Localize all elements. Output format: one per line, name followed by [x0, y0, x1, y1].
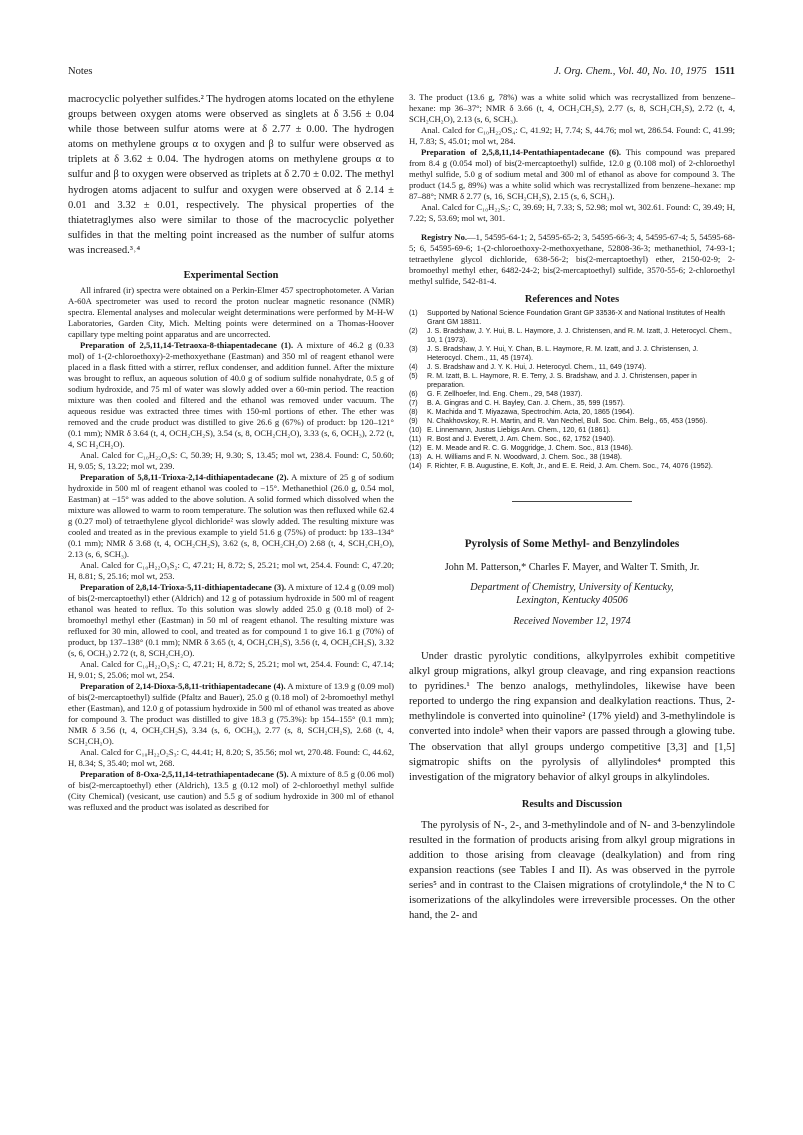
prep-4-title: Preparation of 2,14-Dioxa-5,8,11-trithiapentadecane (4). [80, 681, 286, 692]
reference-item [409, 462, 735, 471]
reference-number: (14) [409, 462, 422, 470]
received-date: Received November 12, 1974 [513, 616, 631, 627]
experimental-section-title: Experimental Section [183, 270, 279, 282]
reference-number: (11) [409, 435, 422, 443]
prep-6-analysis: Anal. Calcd for C₁₀H₂₂S₅: C, 39.69; H, 7.33; S, 52.98; mol wt, 302.61. Found: C, 39.49; H, 7.22; S, 53.69; mol wt, 301. [409, 202, 735, 223]
reference-text: G. F. Zellhoefer, Ind. Eng. Chem., 29, 548 (1937). [427, 390, 583, 398]
registry-text: —1, 54595-64-1; 2, 54595-65-2; 3, 54595-66-3; 4, 54595-67-4; 5, 54595-68-5; 6, 54595-69-6; 1-(2-chloroethoxy-2-methoxyethane, 52808-36-3; methanethiol, 74-93-1; tetraethylene glycol dichloride, 638-56-2; bis(2-mercaptoethyl) ether, 2150-02-9; 2-bromoethyl methyl ether, 6482-24-2; bis(2-mercaptoethyl) sulfide, 3570-55-6; 2-chloroethyl methyl sulfide, 542-81-4. [409, 232, 736, 286]
affiliation-department: Department of Chemistry, University of Kentucky, [470, 582, 674, 593]
reference-text: J. S. Bradshaw and J. Y. K. Hui, J. Heterocycl. Chem., 11, 649 (1974). [427, 363, 647, 371]
article-title: Pyrolysis of Some Methyl- and Benzylindoles [464, 538, 680, 550]
reference-text: Supported by National Science Foundation Grant GP 33536-X and National Institutes of Health Grant GM 18811. [427, 309, 725, 326]
abstract-paragraph: Under drastic pyrolytic conditions, alkylpyrroles exhibit competitive alkyl group migrations, alkyl group cleavage, and ring expansion reactions to pyridines.¹ The benzo analogs, methylindoles, likewise have been reported to undergo the ring expansion and dealkylation reactions. Thus, 2-methylindole is converted into quinoline² (17% yield) and 3-methylindole is converted into indole³ when their vapors are passed through a glowing tube. The observation that allyl groups undergo competitive [3,3] and [1,5] sigmatropic shifts on the pyrolysis of allylindoles⁴ prompted this investigation of the migratory behavior of alkyl groups in alkylindoles. [409, 651, 735, 783]
reference-number: (8) [409, 408, 418, 416]
prep-1 [68, 340, 394, 450]
reference-item [409, 444, 735, 453]
reference-item [409, 426, 735, 435]
reference-number: (2) [409, 327, 418, 335]
prep-6-title: Preparation of 2,5,8,11,14-Pentathiapentadecane (6). [421, 147, 622, 157]
reference-number: (4) [409, 363, 418, 371]
reference-number: (9) [409, 417, 418, 425]
prep-2-text: A mixture of 25 g of sodium hydroxide in 500 ml of reagent ethanol was cooled to −15°. Methanethiol (26.0 g, 0.54 mol, Eastman) at −15° was added to the above solution. A solid formed which dissolved when the mixture was allowed to warm to room temperature. The solution was then refluxed while 62.4 g (0.27 mol) of tetraethylene glycol dichloride² was slowly added. The resulting mixture was cooled and treated as in the previous example to yield 51.6 g (75%) of product: bp 133–134° (0.1 mm); NMR δ 3.68 (t, 4, OCH₂CH₂S), 3.62 (s, 8, OCH₂CH₂O) 2.68 (t, 4, SCH₂CH₂O), 2.13 (s, 6, SCH₃). [68, 472, 394, 560]
journal-citation [554, 66, 735, 77]
prep-6-text: This compound was prepared from 8.4 g (0.054 mol) of bis(2-mercaptoethyl) sulfide, 12.0 g (0.108 mol) of 2-chloroethyl methyl sulfide, 5.0 g of sodium metal and 300 ml of ethanol as above for compound 3. The product (14.5 g, 89%) was a white solid which was recrystallized from benzene–hexane: mp 87–88°; NMR δ 2.77 (s, 16, SCH₂CH₂S), 2.15 (s, 6, SCH₃). [409, 147, 735, 201]
reference-item [409, 453, 735, 462]
page-number: 1511 [714, 66, 735, 77]
reference-item [409, 327, 735, 345]
registry-label: Registry No. [421, 232, 468, 242]
prep-5-continued: 3. The product (13.6 g, 78%) was a white solid which was recrystallized from benzene–hexane: mp 36–37°; NMR δ 3.66 (t, 4, OCH₂CH₂S), 2.77 (s, 8, SCH₂CH₂S), 2.72 (t, 4, SCH₂CH₂O), 2.13 (s, 6, SCH₃). [409, 92, 735, 124]
reference-text: B. A. Gingras and C. H. Bayley, Can. J. Chem., 35, 599 (1957). [427, 399, 625, 407]
reference-number: (13) [409, 453, 422, 461]
prep-1-title: Preparation of 2,5,11,14-Tetraoxa-8-thiapentadecane (1). [80, 340, 294, 351]
prep-3-text: A mixture of 12.4 g (0.09 mol) of bis(2-mercaptoethyl) ether (Aldrich) and 12 g of potassium hydroxide in 500 ml of reagent ethanol was heated to reflux. To this solution was slowly added 25.0 g (0.18 mol) of 2-bromoethyl methyl ether (Eastman) in 50 ml of reagent ethanol. The resulting mixture was refluxed for 30 min, allowed to cool, and treated as for compound 1 to give 16.1 g (70%) of product, bp 137–138° (0.1 mm); NMR δ 3.65 (t, 4, OCH₂CH₂S), 3.56 (t, 4, OCH₂CH₂S), 3.32 (s, 6, OCH₃) 2.72 (t, 8, SCH₂CH₂O). [68, 582, 395, 659]
reference-item [409, 408, 735, 417]
reference-text: E. M. Meade and R. C. G. Moggridge, J. Chem. Soc., 813 (1946). [427, 444, 633, 452]
intro-paragraph: macrocyclic polyether sulfides.² The hydrogen atoms located on the ethylene groups between oxygen atoms were observed as singlets at δ 3.56 ± 0.04 while those between sulfur atoms were at δ 2.77 ± 0.00. The hydrogen atoms on methylene groups α to oxygen and β to sulfur were observed as triplets at δ 3.62 ± 0.04. The hydrogen atoms on methylene groups α to sulfur and β to oxygen were observed as triplets at δ 2.70 ± 0.02. The methyl hydrogen atoms adjacent to sulfur and oxygen were observed at δ 2.14 ± 0.01 and 3.32 ± 0.01, respectively. The physical properties of the thiatetraglymes also were similar to those of the macrocyclic polyether sulfides in that the melting point increased as the number of sulfur atoms was increased.³˒⁴ [68, 94, 394, 256]
reference-item [409, 435, 735, 444]
results-paragraph: The pyrolysis of N-, 2-, and 3-methylindole and of N- and 3-benzylindole resulted in the formation of products arising from alkyl group migrations in addition to those arising from cleavage (dealkylation) and from ring expansion reactions (see Tables I and II). As was observed in the pyrrole series⁵ and in contrast to the Claisen migrations of crotylindole,⁴ the N to C isomerizations of the alkylindoles were irreversible processes. On the other hand, the 2- and [409, 819, 735, 922]
section-label: Notes [68, 66, 93, 77]
registry-numbers [409, 232, 735, 287]
reference-item [409, 363, 735, 372]
reference-item [409, 345, 735, 363]
article-divider [512, 501, 632, 502]
left-column [68, 92, 394, 813]
reference-text: F. Richter, F. B. Augustine, E. Koft, Jr., and E. E. Reid, J. Am. Chem. Soc., 74, 4076 (1952). [427, 462, 713, 470]
reference-number: (3) [409, 345, 418, 353]
reference-text: R. Bost and J. Everett, J. Am. Chem. Soc., 62, 1752 (1940). [427, 435, 615, 443]
reference-number: (7) [409, 399, 418, 407]
reference-item [409, 399, 735, 408]
prep-1-text: A mixture of 46.2 g (0.33 mol) of 1-(2-chloroethoxy)-2-methoxyethane (Eastman) and 350 ml of reagent ethanol were placed in a flask fitted with a stirrer, reflux condenser, and addition funnel. After the mixture was brought to reflux, an aqueous solution of 40.0 g of sodium sulfide nonahydrate, 0.5 g of sodium hydroxide, and 75 ml of water was slowly added over a 60-min period. The reaction mixture was then cooled and filtered and the ethanol was removed under vacuum. The aqueous residue was extracted three times with 150-ml portions of ether. The ether was removed and the crude product was distilled to give 26.6 g (67%) of product: bp 120–121° (0.1 mm); NMR δ 3.64 (t, 4, OCH₂CH₂S), 3.54 (s, 8, OCH₂CH₂O), 3.33 (s, 6, OCH₃), 2.72 (t, 4, SC H₂CH₂O). [68, 340, 394, 450]
references-title: References and Notes [524, 294, 620, 305]
reference-number: (6) [409, 390, 418, 398]
reference-text: K. Machida and T. Miyazawa, Spectrochim. Acta, 20, 1865 (1964). [427, 408, 635, 416]
right-column [409, 92, 735, 924]
reference-item [409, 372, 735, 390]
affiliation-city: Lexington, Kentucky 40506 [516, 595, 628, 606]
reference-text: E. Linnemann, Justus Liebigs Ann. Chem., 120, 61 (1861). [427, 426, 611, 434]
prep-3-title: Preparation of 2,8,14-Trioxa-5,11-dithiapentadecane (3). [80, 582, 287, 593]
prep-3 [68, 582, 394, 659]
prep-2-title: Preparation of 5,8,11-Trioxa-2,14-dithiapentadecane (2). [80, 472, 289, 483]
prep-4-text: A mixture of 13.9 g (0.09 mol) of bis(2-mercaptoethyl) sulfide (Pfaltz and Bauer), 25.0 g (0.18 mol) of 2-bromoethyl methyl ether (Eastman), and 12.0 g of potassium hydroxide in 500 ml of ethanol was treated as above for compound 3. The product was distilled to give 18.3 g (75.3%): bp 154–155° (0.1 mm); NMR δ 3.56 (t, 4, OCH₂CH₂S), 3.34 (s, 6, OCH₃), 2.77 (s, 8, SCH₂CH₂S), 2.68 (t, 4, SCH₂CH₂O). [68, 681, 394, 747]
reference-number: (12) [409, 444, 422, 452]
prep-5 [68, 769, 394, 813]
reference-item [409, 390, 735, 399]
prep-2-analysis: Anal. Calcd for C₁₀H₂₂O₃S₂: C, 47.21; H, 8.72; S, 25.21; mol wt, 254.4. Found: C, 47.20; H, 8.81; S, 25.16; mol wt, 253. [68, 560, 394, 582]
reference-text: A. H. Williams and F. N. Woodward, J. Chem. Soc., 38 (1948). [427, 453, 623, 461]
reference-text: J. S. Bradshaw, J. Y. Hui, B. L. Haymore, J. J. Christensen, and R. M. Izatt, J. Heterocycl. Chem., 10, 1 (1973). [427, 327, 732, 344]
reference-number: (10) [409, 426, 422, 434]
prep-3-analysis: Anal. Calcd for C₁₀H₂₂O₃S₂: C, 47.21; H, 8.72; S, 25.21; mol wt, 254.4. Found: C, 47.14; H, 9.01; S, 25.06; mol wt, 254. [68, 659, 394, 681]
reference-text: J. S. Bradshaw, J. Y. Hui, Y. Chan, B. L. Haymore, R. M. Izatt, and J. J. Christensen, J. Heterocycl. Chem., 11, 45 (1974). [427, 345, 699, 362]
prep-4 [68, 681, 394, 747]
prep-5-title: Preparation of 8-Oxa-2,5,11,14-tetrathiapentadecane (5). [80, 769, 289, 780]
reference-list [409, 309, 735, 471]
reference-item [409, 309, 735, 327]
prep-6 [409, 147, 735, 202]
reference-text: R. M. Izatt, B. L. Haymore, R. E. Terry, J. S. Bradshaw, and J. J. Christensen, paper in preparation. [427, 372, 697, 389]
experimental-intro: All infrared (ir) spectra were obtained on a Perkin-Elmer 457 spectrophotometer. A Varian A-60A spectrometer was used to record the proton nuclear magnetic resonance (NMR) spectra. Elemental analyses and molecular weight determinations were performed by M-H-W Laboratories, Garden City, Mich. Melting points were determined on a Thomas-Hoover capillary type melting point apparatus and are uncorrected. [68, 285, 394, 340]
reference-item [409, 417, 735, 426]
prep-4-analysis: Anal. Calcd for C₁₀H₂₂O₂S₃: C, 44.41; H, 8.20; S, 35.56; mol wt, 270.48. Found: C, 44.62, H, 8.34; S, 35.40; mol wt, 268. [68, 747, 394, 769]
prep-1-analysis: Anal. Calcd for C₁₀H₂₂O₄S: C, 50.39; H, 9.30; S, 13.45; mol wt, 238.4. Found: C, 50.60; H, 9.05; S, 13.22; mol wt, 239. [68, 450, 394, 472]
reference-text: N. Chakhovskoy, R. H. Martin, and R. Van Nechel, Bull. Soc. Chim. Belg., 65, 453 (1956). [427, 417, 708, 425]
reference-number: (5) [409, 372, 418, 380]
article-authors: John M. Patterson,* Charles F. Mayer, and Walter T. Smith, Jr. [444, 562, 700, 573]
prep-5-analysis: Anal. Calcd for C₁₀H₂₂OS₄: C, 41.92; H, 7.74; S, 44.76; mol wt, 286.54. Found: C, 41.99; H, 7.83; S, 45.01; mol wt, 284. [409, 125, 735, 146]
reference-number: (1) [409, 309, 418, 317]
running-head [68, 66, 735, 82]
prep-2 [68, 472, 394, 560]
prep-5-text: A mixture of 8.5 g (0.06 mol) of bis(2-mercaptoethyl) ether (Aldrich), 13.5 g (0.12 mol) of 2-chloroethyl methyl sulfide (City Chemical) (vesicant, use caution) and 5.5 g of sodium hydroxide in 300 ml of ethanol was refluxed and the product was isolated as described for [68, 769, 394, 813]
results-section-title: Results and Discussion [521, 798, 623, 810]
journal-name: J. Org. Chem., Vol. 40, No. 10, 1975 [553, 66, 707, 77]
